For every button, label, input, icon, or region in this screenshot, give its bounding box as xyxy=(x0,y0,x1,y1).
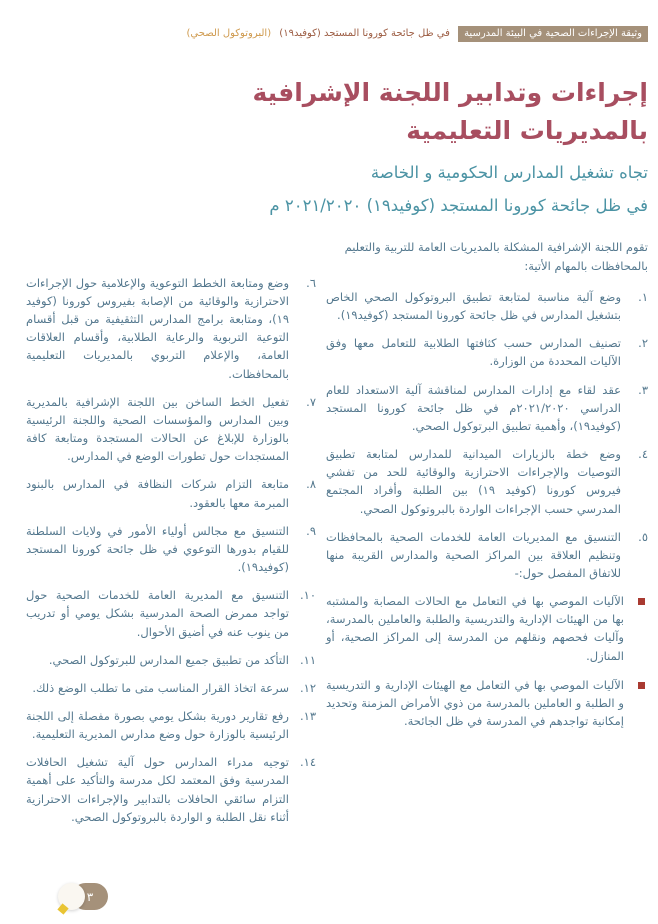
subtitle-line2: في ظل جائحة كورونا المستجد (كوفيد١٩) ٢٠٢١/٢٠٢٠ م xyxy=(269,195,648,215)
page-title-line2: بالمديريات التعليمية xyxy=(406,115,648,145)
task-number: ٣. xyxy=(638,382,648,397)
task-item-14 xyxy=(26,753,316,826)
task-item-12 xyxy=(26,679,316,697)
task-text: رفع تقارير دورية بشكل يومي بصورة مفصلة إلى اللجنة الرئيسية بالوزارة حول وضع مدارس المديرية التعليمية. xyxy=(26,708,289,742)
task-item-6 xyxy=(26,274,316,383)
doc-title-protocol: (البروتوكول الصحي) xyxy=(186,28,272,39)
task-text: عقد لقاء مع إدارات المدارس لمناقشة آلية الاستعداد للعام الدراسي ٢٠٢١/٢٠٢٠م في ظل جائحة كورونا المستجد (كوفيد١٩)، وأهمية تطبيق البرتوكول الصحي. xyxy=(326,382,621,433)
square-bullet-icon xyxy=(638,598,645,605)
task-number: ١٠. xyxy=(299,588,316,603)
body-columns xyxy=(0,218,658,836)
page-number: ٣ xyxy=(86,889,94,904)
square-bullet-icon xyxy=(638,682,645,689)
task-text: التأكد من تطبيق جميع المدارس للبرتوكول الصحي. xyxy=(48,652,289,667)
task-number: ٤. xyxy=(638,447,648,462)
task-item-1 xyxy=(326,288,648,324)
tasks-right-column xyxy=(326,238,648,741)
page-title-line1: إجراءات وتدابير اللجنة الإشرافية xyxy=(252,78,648,107)
task-item-11 xyxy=(26,651,316,669)
doc-header xyxy=(0,0,658,42)
task-item-2 xyxy=(326,334,648,370)
tasks-left-column xyxy=(26,274,316,836)
task-text: سرعة اتخاذ القرار المناسب متى ما تطلب الوضع ذلك. xyxy=(32,680,289,695)
task-item-3 xyxy=(326,381,648,435)
task-text: التنسيق مع مجالس أولياء الأمور في ولايات السلطنة للقيام بدورها التوعوي في ظل جائحة كورونا المستجد (كوفيد١٩). xyxy=(26,523,289,575)
task-text: وضع خطة بالزيارات الميدانية للمدارس لمتابعة تطبيق التوصيات والإجراءات الاحترازية والوقائية للحد من تفشي فيروس كورونا (كوفيد ١٩) بين الطلبة وأفراد المجتمع المدرسي حسب الإجراءات الواردة بالبروتوكول الصحي. xyxy=(326,447,621,516)
task-text: وضع ومتابعة الخطط التوعوية والإعلامية حول الإجراءات الاحترازية والوقائية من الإصابة بفيروس كورونا (كوفيد ١٩)، ومتابعة برامج المدارس التثقيفية من قبل أقسام التوعية التربوية والرعاية الطلابية، وأقسام العلاقات العامة، والإعلام التربوي بالمديريات التعليمية بالمحافظات. xyxy=(26,275,289,381)
intro-paragraph: تقوم اللجنة الإشرافية المشكلة بالمديريات العامة للتربية والتعليم بالمحافظات بالمهام الأتية: xyxy=(344,239,648,274)
task-item-5 xyxy=(326,528,648,582)
bullet-text: الآليات الموصي بها في التعامل مع الحالات المصابة والمشتبه بها من الهيئات الإدارية والتدريسية والطلبة والعاملين بالمدرسة، وآليات فحصهم ونقلهم من المدرسة إلى المراكز الصحية، أو المنازل. xyxy=(326,594,624,663)
task-text: تصنيف المدارس حسب كثافتها الطلابية للتعامل معها وفق الآليات المحددة من الوزارة. xyxy=(326,336,621,369)
task-number: ٨. xyxy=(306,477,316,492)
task-number: ٦. xyxy=(306,275,316,290)
page-number-badge xyxy=(58,883,108,910)
doc-title-rest: في ظل جائحة كورونا المستجد (كوفيد١٩) xyxy=(279,28,450,39)
task-number: ١٢. xyxy=(299,680,316,695)
task-number: ٧. xyxy=(306,394,316,409)
task-text: التنسيق مع المديريات العامة للخدمات الصحية بالمحافظات وتنظيم العلاقة بين المراكز الصحية والمدارس القريبة منها للاتفاق المفصل حول:- xyxy=(326,529,621,580)
bullet-item-2 xyxy=(326,676,648,730)
task-text: وضع آلية مناسبة لمتابعة تطبيق البروتوكول الصحي الخاص بتشغيل المدارس في ظل جائحة كورونا المستجد (كوفيد١٩). xyxy=(326,289,621,323)
task-number: ١٤. xyxy=(299,755,316,770)
task-item-8 xyxy=(26,475,316,511)
title-block xyxy=(0,42,658,218)
task-item-9 xyxy=(26,522,316,576)
task-number: ١٣. xyxy=(299,708,316,723)
task-text: توجيه مدراء المدارس حول آلية تشغيل الحافلات المدرسية وفق المعتمد لكل مدرسة والتأكيد على أهمية التزام سائقي الحافلات بالتدابير والإجراءات الاحترازية أثناء نقل الطلبة و الواردة بالبروتوكول الصحي. xyxy=(26,755,289,824)
task-item-7 xyxy=(26,393,316,466)
task-number: ٥. xyxy=(638,529,648,544)
task-item-10 xyxy=(26,586,316,640)
bullet-item-1 xyxy=(326,592,648,665)
task-number: ١١. xyxy=(299,652,316,667)
doc-title-highlight: وثيقة الإجراءات الصحية في البيئة المدرسية xyxy=(458,26,648,42)
subtitle-line1: تجاه تشغيل المدارس الحكومية و الخاصة xyxy=(370,163,648,182)
task-text: التنسيق مع المديرية العامة للخدمات الصحية حول تواجد ممرض الصحة المدرسية بشكل يومي أو تدريب من ينوب عنه في أضيق الأحوال. xyxy=(26,588,289,639)
task-text: تفعيل الخط الساخن بين اللجنة الإشرافية بالمديرية وبين المدارس والمؤسسات الصحية واللجنة الرئيسية بالوزارة للإبلاغ عن الحالات المستجدة ومتابعة كافة المستجدات حول تطورات الوضع في المدارس. xyxy=(26,394,289,464)
bullet-text: الآليات الموصي بها في التعامل مع الهيئات الإدارية و التدريسية و الطلبة و العاملين بالمدرسة من ذوي الأمراض المزمنة وتحديد إمكانية تواجدهم في المدرسة في ظل الجائحة. xyxy=(326,677,624,729)
task-number: ١. xyxy=(638,289,648,304)
task-number: ٢. xyxy=(638,336,648,351)
task-item-4 xyxy=(326,445,648,518)
task-item-13 xyxy=(26,707,316,743)
task-number: ٩. xyxy=(306,523,316,538)
task-text: متابعة التزام شركات النظافة في المدارس بالبنود المبرمة معها بالعقود. xyxy=(26,477,289,510)
